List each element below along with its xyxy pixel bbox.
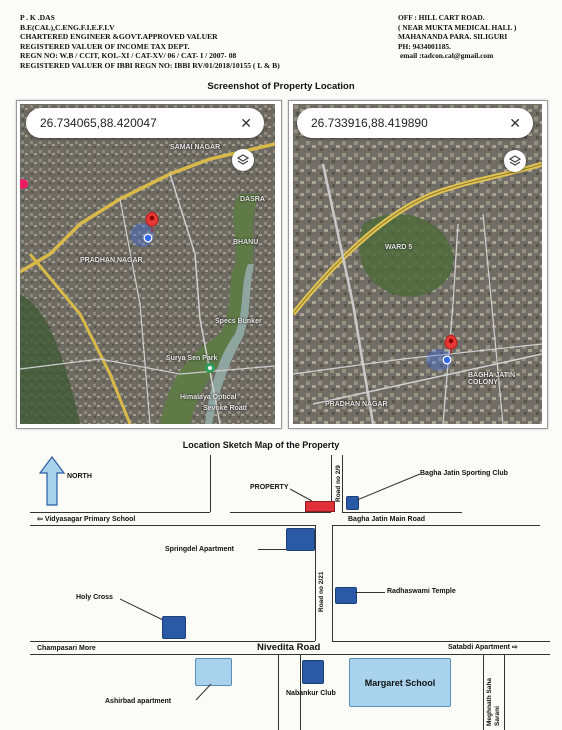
- meghnath-label: Meghnath Saha Sarani: [486, 677, 501, 726]
- property-marker: [305, 501, 335, 512]
- springdel-building: [286, 528, 315, 551]
- map-label: PRADHAN NAGAR: [80, 257, 143, 264]
- address-line: OFF : HILL CART ROAD.: [398, 13, 485, 22]
- north-arrow-icon: [37, 455, 67, 507]
- map-label: BAGHA JATIN COLONY: [468, 372, 516, 386]
- satabdi-label: Satabdi Apartment ⇨: [448, 644, 518, 651]
- header-line: REGN NO: W.B / CCIT, KOL-XI / CAT-XV/ 06 / CAT- I / 2007- 08: [20, 51, 237, 61]
- header-line: CHARTERED ENGINEER &GOVT.APPROVED VALUER: [20, 32, 218, 42]
- margaret-school-building: [349, 658, 451, 707]
- nabankur-label: Nabankur Club: [286, 690, 336, 697]
- map-label: DASRA: [240, 196, 265, 203]
- location-sketch: [0, 450, 562, 730]
- map-label: PRADHAN NAGAR: [325, 401, 388, 408]
- margaret-school-label: Margaret School: [364, 677, 436, 688]
- map-label: Sevoke Road: [203, 405, 247, 412]
- property-label: PROPERTY: [250, 484, 289, 491]
- close-icon[interactable]: ✕: [509, 114, 521, 131]
- header-line: REGISTERED VALUER OF INCOME TAX DEPT.: [20, 41, 190, 51]
- close-icon[interactable]: ✕: [240, 114, 252, 131]
- email-text: email :tadcon.cal@gmail.com: [400, 51, 494, 61]
- sketch-title: Location Sketch Map of the Property: [182, 440, 340, 450]
- office-address: [398, 13, 516, 61]
- springdel-label: Springdel Apartment: [165, 546, 234, 553]
- map-label: Specs Bunker: [215, 318, 262, 325]
- pointer-line: [357, 472, 422, 502]
- map-label: BHANU: [233, 239, 259, 246]
- header-line: B.E(CAL),C.ENG.F.I.E.F.I.V: [20, 22, 115, 32]
- map-label: WARD 5: [385, 244, 413, 251]
- pointer-line: [120, 598, 165, 623]
- coordinates-text: 26.733916,88.419890: [311, 116, 428, 130]
- pointer-line: [195, 682, 215, 702]
- address-line: PH: 9434001185.: [398, 41, 451, 51]
- coordinates-text: 26.734065,88.420047: [40, 116, 157, 130]
- header-line: REGISTERED VALUER OF IBBI REGN NO: IBBI RV/01/2018/10155 ( L & B): [20, 60, 280, 70]
- champasari-label: Champasari More: [37, 645, 96, 652]
- map-label: SAMAI NAGAR: [170, 144, 221, 151]
- layers-icon[interactable]: [504, 150, 526, 172]
- nivedita-road-label: Nivedita Road: [257, 642, 321, 653]
- map-label: Himalaya Optical: [180, 394, 237, 401]
- holy-cross-building: [162, 616, 186, 639]
- radhaswami-building: [335, 587, 357, 604]
- holy-cross-label: Holy Cross: [76, 594, 113, 601]
- north-label: NORTH: [67, 473, 92, 480]
- vidyasagar-text: Vidyasagar Primary School: [44, 516, 136, 523]
- nabankur-building: [302, 660, 324, 684]
- address-line: ( NEAR MUKTA MEDICAL HALL ): [398, 22, 517, 32]
- vidyasagar-label: ⇦ Vidyasagar Primary School: [37, 516, 136, 523]
- coordinates-search-bar[interactable]: [297, 108, 533, 138]
- bagha-jatin-road-label: Bagha Jatin Main Road: [348, 516, 426, 523]
- bagha-jatin-club-label: Bagha Jatin Sporting Club: [420, 470, 508, 477]
- satellite-map-right[interactable]: [293, 104, 542, 424]
- road-21-label: Road no 2/21: [318, 571, 325, 612]
- valuer-details: [20, 13, 280, 71]
- radhaswami-label: Radhaswami Temple: [387, 588, 456, 595]
- header-line: P . K .DAS: [20, 13, 55, 22]
- map-label: Surya Sen Park: [166, 355, 218, 362]
- layers-icon[interactable]: [232, 149, 254, 171]
- ashirbad-label: Ashirbad apartment: [105, 698, 172, 705]
- satabdi-text: Satabdi Apartment: [448, 644, 510, 651]
- address-line: MAHANANDA PARA. SILIGURI: [398, 32, 508, 42]
- road-29-label: Road no 2/9: [335, 465, 342, 502]
- screenshot-title: Screenshot of Property Location: [207, 81, 355, 92]
- satellite-map-left[interactable]: [20, 104, 275, 424]
- coordinates-search-bar[interactable]: [26, 108, 264, 138]
